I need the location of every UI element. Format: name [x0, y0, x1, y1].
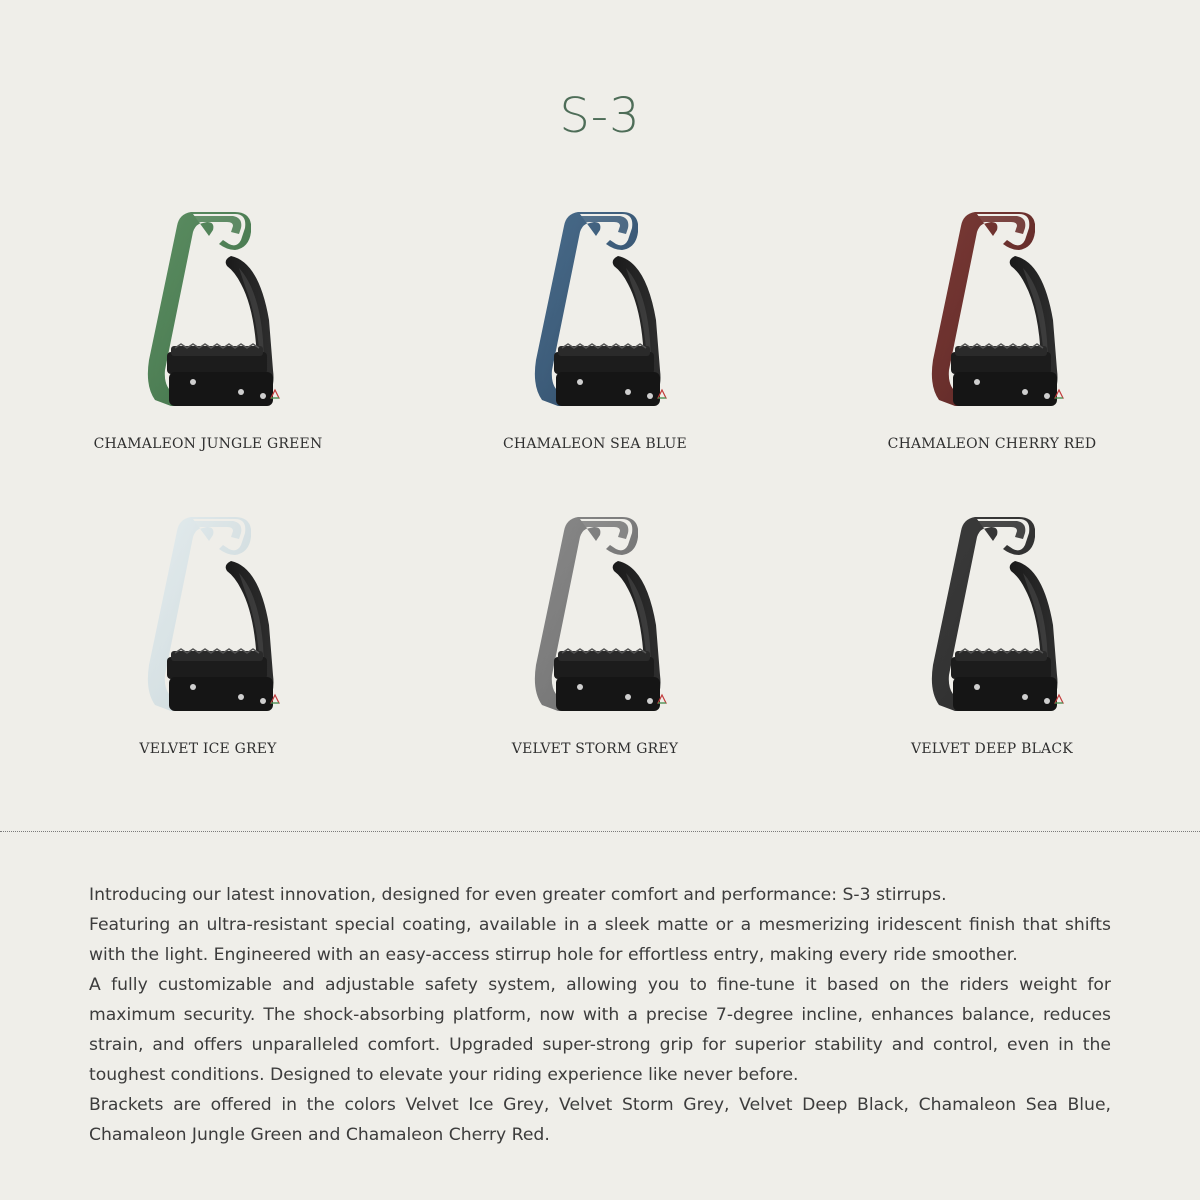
description-paragraph: Featuring an ultra-resistant special coating, available in a sleek matte or a mesmerizing iridescent finish that shifts with the light. Engineered with an easy-access stirrup hole for effortless entry, making every ride smoother.: [89, 915, 1111, 965]
product-label: CHAMALEON CHERRY RED: [887, 436, 1097, 452]
stirrup-image: [510, 515, 680, 715]
stirrup-base: [169, 677, 273, 711]
product-card: [405, 515, 785, 757]
stirrup-image: [123, 210, 293, 410]
stirrup-image: [123, 515, 293, 715]
product-label: VELVET STORM GREY: [511, 741, 679, 757]
stirrup-base: [953, 677, 1057, 711]
stirrup-base: [556, 677, 660, 711]
product-label: CHAMALEON SEA BLUE: [503, 436, 687, 452]
product-card: [802, 210, 1182, 452]
stirrup-base: [953, 372, 1057, 406]
product-label: CHAMALEON JUNGLE GREEN: [93, 436, 323, 452]
product-label: VELVET DEEP BLACK: [911, 741, 1073, 757]
page-title: S-3: [559, 88, 641, 144]
description-paragraph: Brackets are offered in the colors Velvet Ice Grey, Velvet Storm Grey, Velvet Deep Black, Chamaleon Sea Blue, Chamaleon Jungle Green and Chamaleon Cherry Red.: [89, 1095, 1111, 1145]
product-description: [89, 880, 1111, 1150]
description-paragraph: Introducing our latest innovation, designed for even greater comfort and performance: S-3 stirrups.: [89, 885, 947, 905]
stirrup-image: [907, 515, 1077, 715]
stirrup-image: [907, 210, 1077, 410]
stirrup-base: [169, 372, 273, 406]
stirrup-image: [510, 210, 680, 410]
description-paragraph: A fully customizable and adjustable safety system, allowing you to fine-tune it based on the riders weight for maximum security. The shock-absorbing platform, now with a precise 7-degree incline, enhances balance, reduces strain, and offers unparalleled comfort. Upgraded super-strong grip for superior stability and control, even in the toughest conditions. Designed to elevate your riding experience like never before.: [89, 975, 1111, 1085]
product-card: [802, 515, 1182, 757]
product-label: VELVET ICE GREY: [139, 741, 277, 757]
product-card: [18, 210, 398, 452]
stirrup-base: [556, 372, 660, 406]
product-card: [405, 210, 785, 452]
section-divider: [0, 831, 1200, 832]
product-card: [18, 515, 398, 757]
